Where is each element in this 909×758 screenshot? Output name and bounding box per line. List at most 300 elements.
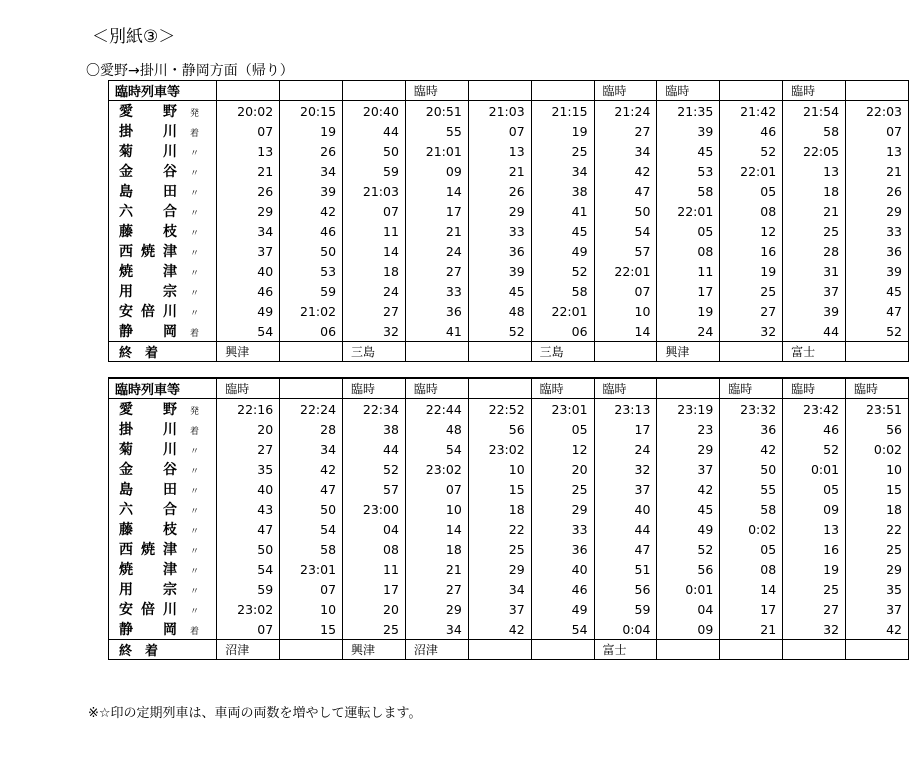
station-row — [109, 201, 909, 221]
time-cell: 45 — [531, 221, 594, 241]
time-cell: 0:01 — [783, 459, 846, 479]
time-cell: 39 — [468, 261, 531, 281]
time-cell: 27 — [405, 261, 468, 281]
time-cell: 49 — [531, 599, 594, 619]
time-cell: 06 — [531, 321, 594, 342]
time-cell: 42 — [468, 619, 531, 640]
time-cell: 15 — [846, 479, 909, 499]
time-cell: 52 — [343, 459, 406, 479]
arrival-departure-mark: 〃 — [189, 149, 199, 159]
train-tag: 臨時 — [594, 378, 657, 399]
arrival-departure-mark: 発 — [189, 407, 199, 417]
time-cell: 23:32 — [720, 399, 783, 420]
time-cell: 22:52 — [468, 399, 531, 420]
time-cell: 23:02 — [217, 599, 280, 619]
time-cell: 56 — [657, 559, 720, 579]
time-cell: 22:01 — [531, 301, 594, 321]
train-tag: 臨時 — [657, 81, 720, 101]
time-cell: 20 — [531, 459, 594, 479]
time-cell: 58 — [720, 499, 783, 519]
time-cell: 26 — [468, 181, 531, 201]
time-cell: 23:51 — [846, 399, 909, 420]
terminus-station: 興津 — [217, 342, 280, 362]
arrival-departure-mark: 着 — [189, 627, 199, 637]
terminus-station — [468, 342, 531, 362]
station-row — [109, 121, 909, 141]
time-cell: 58 — [531, 281, 594, 301]
terminus-station: 富士 — [783, 342, 846, 362]
station-row — [109, 141, 909, 161]
time-cell: 25 — [783, 221, 846, 241]
station-name: 菊川 — [119, 144, 177, 160]
time-cell: 17 — [594, 419, 657, 439]
time-cell: 52 — [531, 261, 594, 281]
time-cell: 46 — [217, 281, 280, 301]
time-cell: 34 — [468, 579, 531, 599]
station-name: 金谷 — [119, 462, 177, 478]
time-cell: 27 — [783, 599, 846, 619]
time-cell: 21:54 — [783, 101, 846, 122]
arrival-departure-mark: 〃 — [189, 547, 199, 557]
time-cell: 05 — [783, 479, 846, 499]
time-cell: 23:01 — [280, 559, 343, 579]
time-cell: 34 — [280, 439, 343, 459]
time-cell: 54 — [531, 619, 594, 640]
train-tag: 臨時 — [720, 378, 783, 399]
time-cell: 17 — [720, 599, 783, 619]
time-cell: 23 — [657, 419, 720, 439]
time-cell: 52 — [720, 141, 783, 161]
time-cell: 22:01 — [657, 201, 720, 221]
arrival-departure-mark: 〃 — [189, 447, 199, 457]
time-cell: 26 — [280, 141, 343, 161]
time-cell: 34 — [405, 619, 468, 640]
time-cell: 54 — [594, 221, 657, 241]
time-cell: 21:03 — [468, 101, 531, 122]
time-cell: 41 — [531, 201, 594, 221]
time-cell: 11 — [343, 559, 406, 579]
station-cell — [109, 459, 217, 479]
train-tag: 臨時 — [594, 81, 657, 101]
time-cell: 44 — [594, 519, 657, 539]
time-cell: 56 — [468, 419, 531, 439]
time-cell: 21 — [468, 161, 531, 181]
time-cell: 41 — [405, 321, 468, 342]
time-cell: 11 — [343, 221, 406, 241]
time-cell: 54 — [405, 439, 468, 459]
time-cell: 46 — [531, 579, 594, 599]
time-cell: 23:42 — [783, 399, 846, 420]
arrival-departure-mark: 〃 — [189, 587, 199, 597]
time-cell: 33 — [846, 221, 909, 241]
station-cell — [109, 261, 217, 281]
time-cell: 44 — [343, 121, 406, 141]
terminus-row — [109, 342, 909, 362]
time-cell: 39 — [657, 121, 720, 141]
time-cell: 46 — [720, 121, 783, 141]
station-cell — [109, 399, 217, 420]
terminus-station — [846, 342, 909, 362]
time-cell: 37 — [217, 241, 280, 261]
station-name: 掛川 — [119, 422, 177, 438]
arrival-departure-mark: 〃 — [189, 289, 199, 299]
train-tag — [846, 81, 909, 101]
time-cell: 20:15 — [280, 101, 343, 122]
time-cell: 42 — [720, 439, 783, 459]
train-tag: 臨時 — [343, 378, 406, 399]
station-row — [109, 181, 909, 201]
time-cell: 34 — [531, 161, 594, 181]
time-cell: 29 — [846, 201, 909, 221]
time-cell: 59 — [594, 599, 657, 619]
time-cell: 22:03 — [846, 101, 909, 122]
station-row — [109, 539, 909, 559]
time-cell: 07 — [468, 121, 531, 141]
time-cell: 16 — [783, 539, 846, 559]
time-cell: 08 — [657, 241, 720, 261]
time-cell: 47 — [594, 181, 657, 201]
station-name: 六合 — [119, 502, 177, 518]
time-cell: 17 — [405, 201, 468, 221]
time-cell: 22:05 — [783, 141, 846, 161]
arrival-departure-mark: 〃 — [189, 607, 199, 617]
time-cell: 32 — [343, 321, 406, 342]
time-cell: 24 — [594, 439, 657, 459]
station-cell — [109, 141, 217, 161]
time-cell: 07 — [594, 281, 657, 301]
time-cell: 21 — [720, 619, 783, 640]
time-cell: 51 — [594, 559, 657, 579]
time-cell: 53 — [280, 261, 343, 281]
time-cell: 33 — [468, 221, 531, 241]
terminus-row — [109, 640, 909, 660]
arrival-departure-mark: 着 — [189, 427, 199, 437]
time-cell: 25 — [531, 141, 594, 161]
time-cell: 59 — [343, 161, 406, 181]
time-cell: 47 — [594, 539, 657, 559]
time-cell: 20:40 — [343, 101, 406, 122]
train-tag: 臨時 — [846, 378, 909, 399]
time-cell: 14 — [594, 321, 657, 342]
time-cell: 49 — [657, 519, 720, 539]
timetable-1 — [108, 80, 909, 362]
station-name: 六合 — [119, 204, 177, 220]
time-cell: 52 — [468, 321, 531, 342]
station-cell — [109, 419, 217, 439]
time-cell: 27 — [217, 439, 280, 459]
time-cell: 49 — [531, 241, 594, 261]
station-row — [109, 499, 909, 519]
station-cell — [109, 281, 217, 301]
time-cell: 27 — [720, 301, 783, 321]
terminus-station — [657, 640, 720, 660]
time-cell: 36 — [468, 241, 531, 261]
time-cell: 25 — [531, 479, 594, 499]
station-name: 藤枝 — [119, 224, 177, 240]
time-cell: 50 — [280, 499, 343, 519]
station-name: 用宗 — [119, 284, 177, 300]
arrival-departure-mark: 着 — [189, 129, 199, 139]
time-cell: 48 — [405, 419, 468, 439]
time-cell: 18 — [846, 499, 909, 519]
time-cell: 07 — [405, 479, 468, 499]
station-row — [109, 241, 909, 261]
time-cell: 22:44 — [405, 399, 468, 420]
time-cell: 27 — [405, 579, 468, 599]
station-cell — [109, 439, 217, 459]
time-cell: 08 — [343, 539, 406, 559]
time-cell: 21 — [846, 161, 909, 181]
time-cell: 35 — [846, 579, 909, 599]
time-cell: 50 — [217, 539, 280, 559]
time-cell: 21:01 — [405, 141, 468, 161]
time-cell: 42 — [846, 619, 909, 640]
time-cell: 04 — [343, 519, 406, 539]
station-name: 静岡 — [119, 622, 177, 638]
time-cell: 19 — [531, 121, 594, 141]
arrival-departure-mark: 〃 — [189, 467, 199, 477]
train-tag — [720, 81, 783, 101]
time-cell: 32 — [594, 459, 657, 479]
time-cell: 42 — [280, 459, 343, 479]
time-cell: 20:02 — [217, 101, 280, 122]
time-cell: 08 — [720, 559, 783, 579]
train-tag: 臨時 — [217, 378, 280, 399]
terminus-station: 三島 — [531, 342, 594, 362]
time-cell: 13 — [783, 519, 846, 539]
station-name: 安倍川 — [119, 602, 177, 618]
time-cell: 39 — [783, 301, 846, 321]
station-row — [109, 399, 909, 420]
time-cell: 40 — [531, 559, 594, 579]
time-cell: 19 — [280, 121, 343, 141]
time-cell: 36 — [720, 419, 783, 439]
time-cell: 21:02 — [280, 301, 343, 321]
time-cell: 21:35 — [657, 101, 720, 122]
time-cell: 32 — [783, 619, 846, 640]
time-cell: 52 — [846, 321, 909, 342]
time-cell: 29 — [217, 201, 280, 221]
station-cell — [109, 499, 217, 519]
train-tag — [468, 81, 531, 101]
time-cell: 58 — [657, 181, 720, 201]
time-cell: 29 — [657, 439, 720, 459]
terminus-station — [280, 342, 343, 362]
arrival-departure-mark: 着 — [189, 329, 199, 339]
terminus-station: 富士 — [594, 640, 657, 660]
time-cell: 17 — [343, 579, 406, 599]
time-cell: 25 — [468, 539, 531, 559]
station-row — [109, 579, 909, 599]
arrival-departure-mark: 〃 — [189, 169, 199, 179]
terminus-station: 興津 — [657, 342, 720, 362]
station-row — [109, 619, 909, 640]
time-cell: 45 — [468, 281, 531, 301]
terminus-station — [783, 640, 846, 660]
time-cell: 37 — [783, 281, 846, 301]
train-tag — [280, 81, 343, 101]
time-cell: 17 — [657, 281, 720, 301]
station-name: 安倍川 — [119, 304, 177, 320]
time-cell: 36 — [405, 301, 468, 321]
train-tag — [531, 81, 594, 101]
time-cell: 55 — [720, 479, 783, 499]
time-cell: 21 — [217, 161, 280, 181]
time-cell: 33 — [405, 281, 468, 301]
station-name: 藤枝 — [119, 522, 177, 538]
time-cell: 09 — [783, 499, 846, 519]
time-cell: 50 — [594, 201, 657, 221]
terminus-station: 沼津 — [217, 640, 280, 660]
arrival-departure-mark: 〃 — [189, 269, 199, 279]
terminus-station — [846, 640, 909, 660]
time-cell: 39 — [280, 181, 343, 201]
station-cell — [109, 321, 217, 342]
train-tag — [217, 81, 280, 101]
time-cell: 05 — [720, 181, 783, 201]
time-cell: 38 — [531, 181, 594, 201]
page-title: ＜別紙③＞ — [92, 27, 176, 47]
time-cell: 44 — [343, 439, 406, 459]
time-cell: 25 — [720, 281, 783, 301]
time-cell: 07 — [846, 121, 909, 141]
terminus-station: 興津 — [343, 640, 406, 660]
time-cell: 23:02 — [405, 459, 468, 479]
time-cell: 06 — [280, 321, 343, 342]
station-name: 用宗 — [119, 582, 177, 598]
station-row — [109, 599, 909, 619]
time-cell: 26 — [846, 181, 909, 201]
time-cell: 40 — [217, 479, 280, 499]
time-cell: 12 — [720, 221, 783, 241]
arrival-departure-mark: 〃 — [189, 189, 199, 199]
station-row — [109, 101, 909, 122]
time-cell: 42 — [594, 161, 657, 181]
time-cell: 43 — [217, 499, 280, 519]
train-tag: 臨時 — [783, 81, 846, 101]
time-cell: 33 — [531, 519, 594, 539]
time-cell: 0:02 — [720, 519, 783, 539]
station-name: 掛川 — [119, 124, 177, 140]
time-cell: 34 — [217, 221, 280, 241]
time-cell: 45 — [657, 141, 720, 161]
time-cell: 18 — [343, 261, 406, 281]
time-cell: 23:00 — [343, 499, 406, 519]
time-cell: 14 — [720, 579, 783, 599]
train-tag — [657, 378, 720, 399]
time-cell: 59 — [217, 579, 280, 599]
station-name: 西焼津 — [119, 244, 177, 260]
terminus-label: 終 着 — [109, 342, 217, 362]
time-cell: 42 — [657, 479, 720, 499]
time-cell: 07 — [217, 619, 280, 640]
station-row — [109, 301, 909, 321]
time-cell: 54 — [217, 321, 280, 342]
time-cell: 21 — [783, 201, 846, 221]
time-cell: 04 — [657, 599, 720, 619]
time-cell: 59 — [280, 281, 343, 301]
time-cell: 35 — [217, 459, 280, 479]
time-cell: 56 — [846, 419, 909, 439]
arrival-departure-mark: 〃 — [189, 487, 199, 497]
station-cell — [109, 539, 217, 559]
station-cell — [109, 121, 217, 141]
time-cell: 36 — [846, 241, 909, 261]
arrival-departure-mark: 〃 — [189, 249, 199, 259]
time-cell: 36 — [531, 539, 594, 559]
time-cell: 20 — [217, 419, 280, 439]
time-cell: 38 — [343, 419, 406, 439]
time-cell: 31 — [783, 261, 846, 281]
time-cell: 0:02 — [846, 439, 909, 459]
terminus-station — [531, 640, 594, 660]
time-cell: 09 — [405, 161, 468, 181]
station-name: 島田 — [119, 184, 177, 200]
time-cell: 32 — [720, 321, 783, 342]
time-cell: 19 — [657, 301, 720, 321]
time-cell: 24 — [657, 321, 720, 342]
time-cell: 27 — [594, 121, 657, 141]
time-cell: 46 — [783, 419, 846, 439]
station-cell — [109, 599, 217, 619]
arrival-departure-mark: 〃 — [189, 567, 199, 577]
time-cell: 29 — [405, 599, 468, 619]
train-tag: 臨時 — [531, 378, 594, 399]
time-cell: 14 — [405, 519, 468, 539]
time-cell: 16 — [720, 241, 783, 261]
time-cell: 21:15 — [531, 101, 594, 122]
time-cell: 07 — [217, 121, 280, 141]
header-label: 臨時列車等 — [109, 378, 217, 399]
arrival-departure-mark: 〃 — [189, 209, 199, 219]
arrival-departure-mark: 発 — [189, 109, 199, 119]
time-cell: 56 — [594, 579, 657, 599]
time-cell: 50 — [280, 241, 343, 261]
station-cell — [109, 221, 217, 241]
time-cell: 22:34 — [343, 399, 406, 420]
time-cell: 10 — [280, 599, 343, 619]
arrival-departure-mark: 〃 — [189, 527, 199, 537]
time-cell: 10 — [846, 459, 909, 479]
time-cell: 20:51 — [405, 101, 468, 122]
time-cell: 22:16 — [217, 399, 280, 420]
station-row — [109, 161, 909, 181]
time-cell: 21 — [405, 221, 468, 241]
header-row — [109, 81, 909, 101]
station-cell — [109, 201, 217, 221]
station-name: 金谷 — [119, 164, 177, 180]
time-cell: 57 — [594, 241, 657, 261]
time-cell: 23:02 — [468, 439, 531, 459]
train-tag — [343, 81, 406, 101]
time-cell: 25 — [343, 619, 406, 640]
time-cell: 09 — [657, 619, 720, 640]
station-row — [109, 439, 909, 459]
station-cell — [109, 479, 217, 499]
time-cell: 14 — [343, 241, 406, 261]
time-cell: 49 — [217, 301, 280, 321]
station-name: 愛野 — [119, 402, 177, 418]
station-name: 西焼津 — [119, 542, 177, 558]
arrival-departure-mark: 〃 — [189, 229, 199, 239]
time-cell: 18 — [783, 181, 846, 201]
time-cell: 29 — [468, 201, 531, 221]
time-cell: 05 — [531, 419, 594, 439]
arrival-departure-mark: 〃 — [189, 507, 199, 517]
time-cell: 50 — [720, 459, 783, 479]
time-cell: 58 — [280, 539, 343, 559]
station-row — [109, 419, 909, 439]
